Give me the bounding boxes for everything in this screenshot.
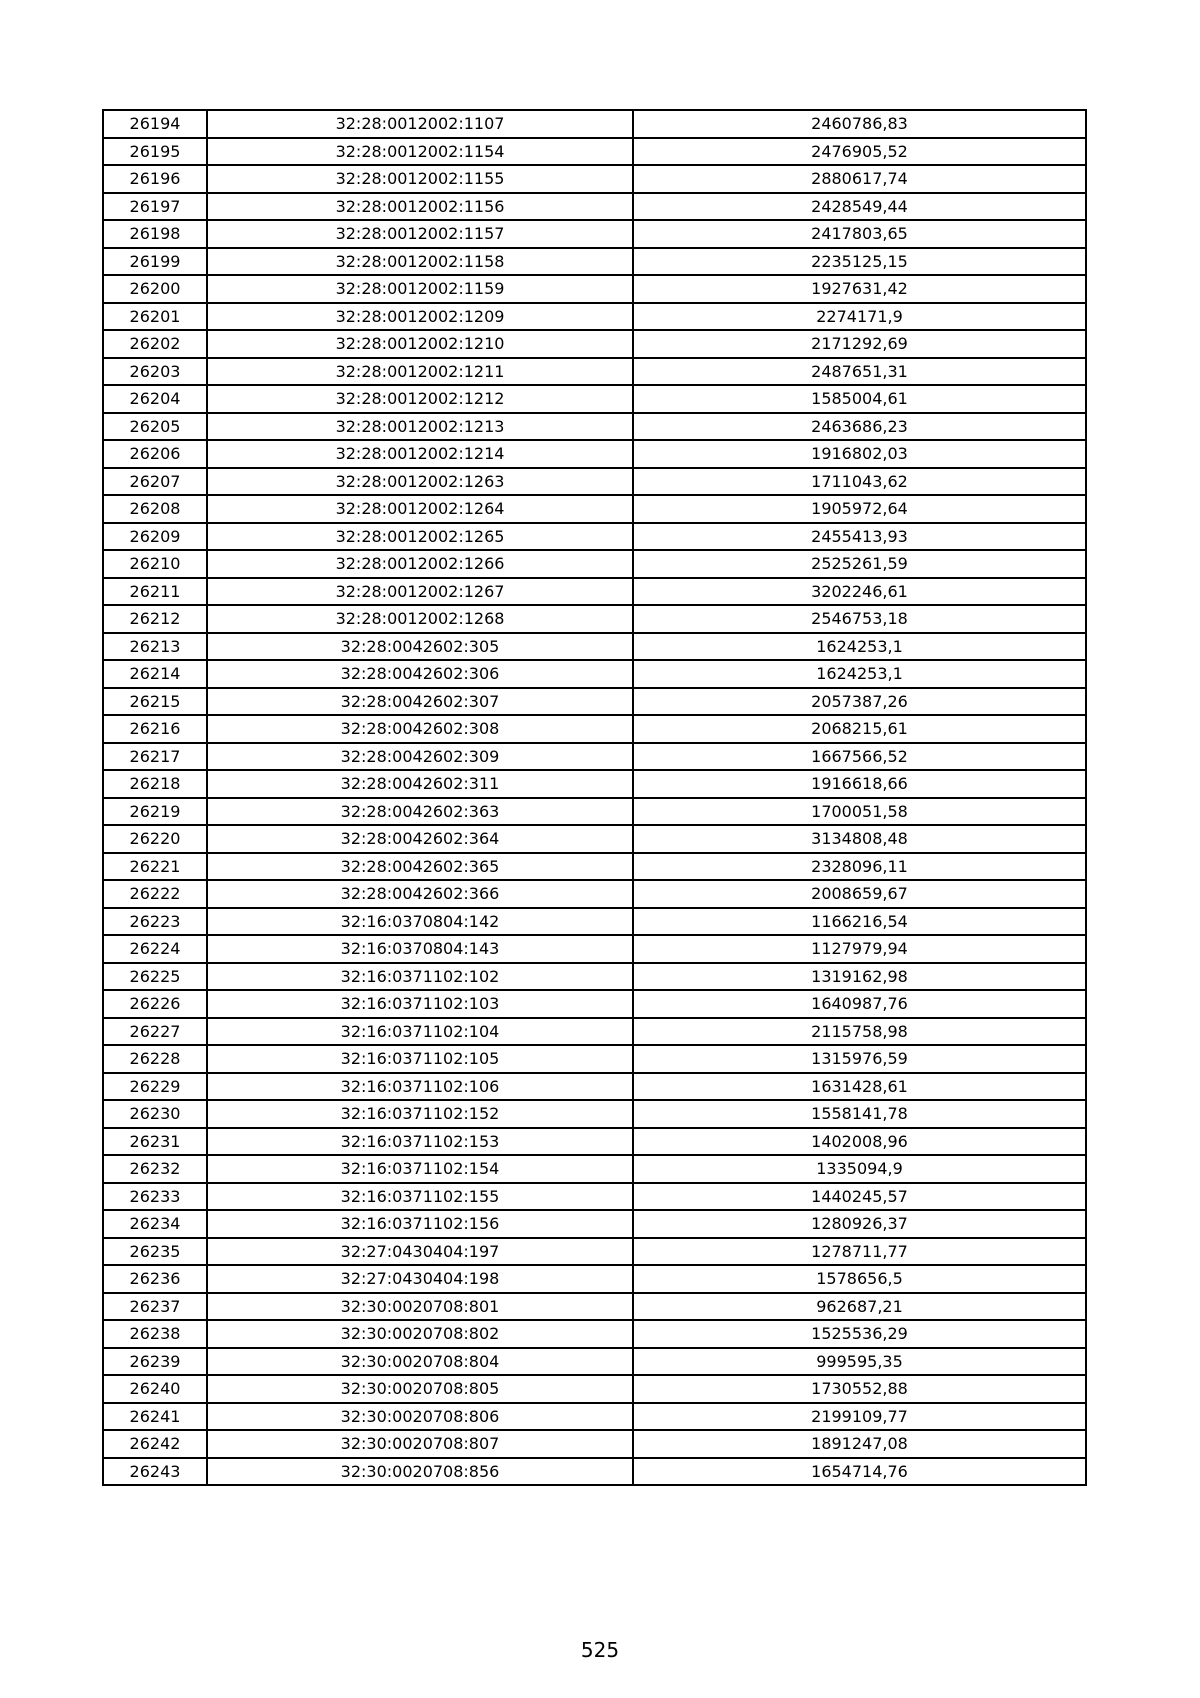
cadastral-number-cell: 32:28:0012002:1159 xyxy=(207,275,633,303)
value-cell: 2455413,93 xyxy=(633,523,1086,551)
table-row xyxy=(103,1155,1086,1183)
table-row xyxy=(103,495,1086,523)
table-row xyxy=(103,1348,1086,1376)
table-row xyxy=(103,193,1086,221)
row-number-cell: 26229 xyxy=(103,1073,207,1101)
table-row xyxy=(103,853,1086,881)
row-number-cell: 26243 xyxy=(103,1458,207,1486)
cadastral-number-cell: 32:28:0012002:1156 xyxy=(207,193,633,221)
cadastral-number-cell: 32:27:0430404:198 xyxy=(207,1265,633,1293)
row-number-cell: 26233 xyxy=(103,1183,207,1211)
table-row xyxy=(103,440,1086,468)
table-row xyxy=(103,1238,1086,1266)
table-row xyxy=(103,1128,1086,1156)
row-number-cell: 26208 xyxy=(103,495,207,523)
cadastral-number-cell: 32:28:0012002:1268 xyxy=(207,605,633,633)
cadastral-number-cell: 32:28:0012002:1264 xyxy=(207,495,633,523)
row-number-cell: 26225 xyxy=(103,963,207,991)
value-cell: 1335094,9 xyxy=(633,1155,1086,1183)
table-row xyxy=(103,743,1086,771)
row-number-cell: 26198 xyxy=(103,220,207,248)
row-number-cell: 26205 xyxy=(103,413,207,441)
row-number-cell: 26235 xyxy=(103,1238,207,1266)
table-row xyxy=(103,413,1086,441)
row-number-cell: 26199 xyxy=(103,248,207,276)
value-cell: 1916618,66 xyxy=(633,770,1086,798)
value-cell: 2171292,69 xyxy=(633,330,1086,358)
cadastral-number-cell: 32:16:0370804:143 xyxy=(207,935,633,963)
row-number-cell: 26219 xyxy=(103,798,207,826)
row-number-cell: 26197 xyxy=(103,193,207,221)
value-cell: 2880617,74 xyxy=(633,165,1086,193)
cadastral-number-cell: 32:30:0020708:801 xyxy=(207,1293,633,1321)
cadastral-number-cell: 32:28:0012002:1157 xyxy=(207,220,633,248)
row-number-cell: 26214 xyxy=(103,660,207,688)
table-row xyxy=(103,715,1086,743)
data-table xyxy=(102,109,1087,1486)
row-number-cell: 26216 xyxy=(103,715,207,743)
value-cell: 1280926,37 xyxy=(633,1210,1086,1238)
table-row xyxy=(103,1458,1086,1486)
row-number-cell: 26218 xyxy=(103,770,207,798)
cadastral-number-cell: 32:16:0371102:104 xyxy=(207,1018,633,1046)
table-row xyxy=(103,1265,1086,1293)
row-number-cell: 26194 xyxy=(103,110,207,138)
table-row xyxy=(103,1100,1086,1128)
row-number-cell: 26223 xyxy=(103,908,207,936)
cadastral-number-cell: 32:16:0371102:155 xyxy=(207,1183,633,1211)
cadastral-number-cell: 32:28:0012002:1154 xyxy=(207,138,633,166)
cadastral-number-cell: 32:28:0042602:308 xyxy=(207,715,633,743)
table-row xyxy=(103,358,1086,386)
value-cell: 2463686,23 xyxy=(633,413,1086,441)
row-number-cell: 26209 xyxy=(103,523,207,551)
cadastral-number-cell: 32:30:0020708:805 xyxy=(207,1375,633,1403)
cadastral-number-cell: 32:16:0371102:152 xyxy=(207,1100,633,1128)
row-number-cell: 26207 xyxy=(103,468,207,496)
row-number-cell: 26230 xyxy=(103,1100,207,1128)
table-row xyxy=(103,138,1086,166)
table-row xyxy=(103,330,1086,358)
row-number-cell: 26213 xyxy=(103,633,207,661)
table-row xyxy=(103,1045,1086,1073)
table-body xyxy=(103,110,1086,1485)
cadastral-number-cell: 32:16:0371102:103 xyxy=(207,990,633,1018)
row-number-cell: 26238 xyxy=(103,1320,207,1348)
row-number-cell: 26202 xyxy=(103,330,207,358)
cadastral-number-cell: 32:28:0042602:306 xyxy=(207,660,633,688)
table-row xyxy=(103,1210,1086,1238)
cadastral-number-cell: 32:28:0042602:364 xyxy=(207,825,633,853)
cadastral-number-cell: 32:30:0020708:856 xyxy=(207,1458,633,1486)
value-cell: 2008659,67 xyxy=(633,880,1086,908)
row-number-cell: 26239 xyxy=(103,1348,207,1376)
table-row xyxy=(103,385,1086,413)
value-cell: 1711043,62 xyxy=(633,468,1086,496)
value-cell: 1667566,52 xyxy=(633,743,1086,771)
value-cell: 2057387,26 xyxy=(633,688,1086,716)
value-cell: 2274171,9 xyxy=(633,303,1086,331)
table-row xyxy=(103,1403,1086,1431)
row-number-cell: 26195 xyxy=(103,138,207,166)
cadastral-number-cell: 32:30:0020708:807 xyxy=(207,1430,633,1458)
cadastral-number-cell: 32:30:0020708:806 xyxy=(207,1403,633,1431)
value-cell: 1585004,61 xyxy=(633,385,1086,413)
row-number-cell: 26237 xyxy=(103,1293,207,1321)
value-cell: 1278711,77 xyxy=(633,1238,1086,1266)
cadastral-number-cell: 32:30:0020708:804 xyxy=(207,1348,633,1376)
value-cell: 1319162,98 xyxy=(633,963,1086,991)
row-number-cell: 26224 xyxy=(103,935,207,963)
cadastral-number-cell: 32:28:0012002:1212 xyxy=(207,385,633,413)
table-row xyxy=(103,303,1086,331)
table-row xyxy=(103,165,1086,193)
value-cell: 1624253,1 xyxy=(633,660,1086,688)
cadastral-number-cell: 32:28:0042602:305 xyxy=(207,633,633,661)
value-cell: 999595,35 xyxy=(633,1348,1086,1376)
cadastral-number-cell: 32:16:0371102:154 xyxy=(207,1155,633,1183)
table-row xyxy=(103,935,1086,963)
value-cell: 1166216,54 xyxy=(633,908,1086,936)
cadastral-number-cell: 32:28:0042602:365 xyxy=(207,853,633,881)
cadastral-number-cell: 32:16:0371102:156 xyxy=(207,1210,633,1238)
row-number-cell: 26227 xyxy=(103,1018,207,1046)
value-cell: 2328096,11 xyxy=(633,853,1086,881)
value-cell: 1730552,88 xyxy=(633,1375,1086,1403)
cadastral-number-cell: 32:28:0012002:1209 xyxy=(207,303,633,331)
row-number-cell: 26228 xyxy=(103,1045,207,1073)
value-cell: 2546753,18 xyxy=(633,605,1086,633)
cadastral-number-cell: 32:28:0012002:1107 xyxy=(207,110,633,138)
table-row xyxy=(103,990,1086,1018)
value-cell: 3202246,61 xyxy=(633,578,1086,606)
row-number-cell: 26210 xyxy=(103,550,207,578)
table-row xyxy=(103,468,1086,496)
cadastral-number-cell: 32:28:0042602:307 xyxy=(207,688,633,716)
cadastral-number-cell: 32:28:0042602:309 xyxy=(207,743,633,771)
value-cell: 2476905,52 xyxy=(633,138,1086,166)
table-row xyxy=(103,1430,1086,1458)
value-cell: 1440245,57 xyxy=(633,1183,1086,1211)
value-cell: 2068215,61 xyxy=(633,715,1086,743)
value-cell: 1624253,1 xyxy=(633,633,1086,661)
table-row xyxy=(103,578,1086,606)
value-cell: 1558141,78 xyxy=(633,1100,1086,1128)
cadastral-number-cell: 32:16:0371102:102 xyxy=(207,963,633,991)
cadastral-number-cell: 32:28:0042602:363 xyxy=(207,798,633,826)
row-number-cell: 26211 xyxy=(103,578,207,606)
table-row xyxy=(103,688,1086,716)
table-row xyxy=(103,605,1086,633)
cadastral-number-cell: 32:28:0012002:1211 xyxy=(207,358,633,386)
cadastral-number-cell: 32:16:0371102:105 xyxy=(207,1045,633,1073)
row-number-cell: 26242 xyxy=(103,1430,207,1458)
value-cell: 1640987,76 xyxy=(633,990,1086,1018)
row-number-cell: 26222 xyxy=(103,880,207,908)
table-row xyxy=(103,1183,1086,1211)
cadastral-number-cell: 32:28:0012002:1214 xyxy=(207,440,633,468)
cadastral-number-cell: 32:27:0430404:197 xyxy=(207,1238,633,1266)
row-number-cell: 26236 xyxy=(103,1265,207,1293)
cadastral-number-cell: 32:28:0012002:1263 xyxy=(207,468,633,496)
table-row xyxy=(103,908,1086,936)
cadastral-number-cell: 32:28:0012002:1210 xyxy=(207,330,633,358)
row-number-cell: 26240 xyxy=(103,1375,207,1403)
value-cell: 1654714,76 xyxy=(633,1458,1086,1486)
value-cell: 2115758,98 xyxy=(633,1018,1086,1046)
cadastral-number-cell: 32:16:0371102:106 xyxy=(207,1073,633,1101)
table-row xyxy=(103,1018,1086,1046)
cadastral-number-cell: 32:28:0012002:1267 xyxy=(207,578,633,606)
row-number-cell: 26220 xyxy=(103,825,207,853)
row-number-cell: 26212 xyxy=(103,605,207,633)
row-number-cell: 26241 xyxy=(103,1403,207,1431)
row-number-cell: 26217 xyxy=(103,743,207,771)
row-number-cell: 26232 xyxy=(103,1155,207,1183)
value-cell: 2487651,31 xyxy=(633,358,1086,386)
row-number-cell: 26200 xyxy=(103,275,207,303)
cadastral-number-cell: 32:28:0012002:1266 xyxy=(207,550,633,578)
cadastral-number-cell: 32:28:0042602:366 xyxy=(207,880,633,908)
table-row xyxy=(103,798,1086,826)
cadastral-number-cell: 32:28:0012002:1265 xyxy=(207,523,633,551)
row-number-cell: 26234 xyxy=(103,1210,207,1238)
row-number-cell: 26201 xyxy=(103,303,207,331)
table-row xyxy=(103,523,1086,551)
cadastral-number-cell: 32:30:0020708:802 xyxy=(207,1320,633,1348)
row-number-cell: 26226 xyxy=(103,990,207,1018)
row-number-cell: 26196 xyxy=(103,165,207,193)
table-row xyxy=(103,633,1086,661)
row-number-cell: 26206 xyxy=(103,440,207,468)
row-number-cell: 26215 xyxy=(103,688,207,716)
value-cell: 1631428,61 xyxy=(633,1073,1086,1101)
table-row xyxy=(103,248,1086,276)
table-row xyxy=(103,550,1086,578)
table-row xyxy=(103,880,1086,908)
table-row xyxy=(103,275,1086,303)
value-cell: 2235125,15 xyxy=(633,248,1086,276)
value-cell: 1127979,94 xyxy=(633,935,1086,963)
value-cell: 1578656,5 xyxy=(633,1265,1086,1293)
table-row xyxy=(103,770,1086,798)
value-cell: 1402008,96 xyxy=(633,1128,1086,1156)
row-number-cell: 26204 xyxy=(103,385,207,413)
value-cell: 2428549,44 xyxy=(633,193,1086,221)
value-cell: 1315976,59 xyxy=(633,1045,1086,1073)
cadastral-number-cell: 32:28:0042602:311 xyxy=(207,770,633,798)
table-row xyxy=(103,220,1086,248)
table-row xyxy=(103,1073,1086,1101)
value-cell: 1905972,64 xyxy=(633,495,1086,523)
cadastral-number-cell: 32:16:0370804:142 xyxy=(207,908,633,936)
table-row xyxy=(103,660,1086,688)
value-cell: 1927631,42 xyxy=(633,275,1086,303)
value-cell: 962687,21 xyxy=(633,1293,1086,1321)
value-cell: 2460786,83 xyxy=(633,110,1086,138)
table-row xyxy=(103,1320,1086,1348)
value-cell: 1916802,03 xyxy=(633,440,1086,468)
value-cell: 1700051,58 xyxy=(633,798,1086,826)
value-cell: 2417803,65 xyxy=(633,220,1086,248)
table-row xyxy=(103,110,1086,138)
cadastral-number-cell: 32:28:0012002:1155 xyxy=(207,165,633,193)
row-number-cell: 26231 xyxy=(103,1128,207,1156)
row-number-cell: 26221 xyxy=(103,853,207,881)
table-row xyxy=(103,963,1086,991)
value-cell: 2525261,59 xyxy=(633,550,1086,578)
value-cell: 3134808,48 xyxy=(633,825,1086,853)
cadastral-number-cell: 32:28:0012002:1158 xyxy=(207,248,633,276)
value-cell: 1891247,08 xyxy=(633,1430,1086,1458)
table-row xyxy=(103,1293,1086,1321)
page-number: 525 xyxy=(580,1638,620,1662)
row-number-cell: 26203 xyxy=(103,358,207,386)
cadastral-number-cell: 32:16:0371102:153 xyxy=(207,1128,633,1156)
value-cell: 1525536,29 xyxy=(633,1320,1086,1348)
table-row xyxy=(103,1375,1086,1403)
table-row xyxy=(103,825,1086,853)
value-cell: 2199109,77 xyxy=(633,1403,1086,1431)
cadastral-number-cell: 32:28:0012002:1213 xyxy=(207,413,633,441)
